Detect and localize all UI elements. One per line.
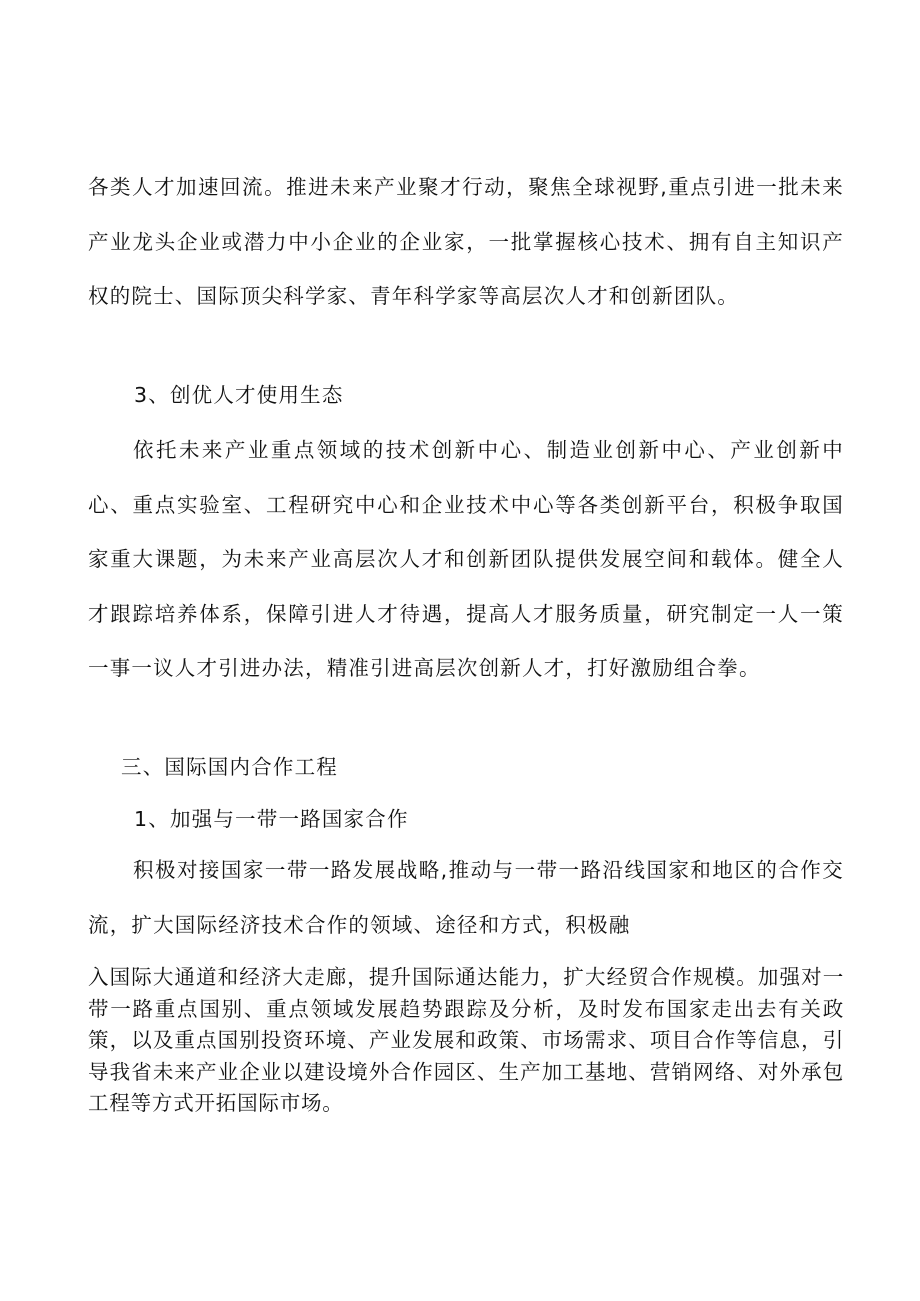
paragraph-talent-ecology: 依托未来产业重点领域的技术创新中心、制造业创新中心、产业创新中心、重点实验室、工程研究中心和企业技术中心等各类创新平台，积极争取国家重大课题，为未来产业高层次人才和创新团队提供发展空间和载体。健全人才跟踪培养体系，保障引进人才待遇，提高人才服务质量，研究制定一人一策一事一议人才引进办法，精准引进高层次创新人才，打好激励组合拳。	[88, 438, 844, 680]
heading-belt-road: 1、加强与一带一路国家合作	[134, 807, 409, 831]
paragraph-belt-road-part-b: 入国际大通道和经济大走廊，提升国际通达能力，扩大经贸合作规模。加强对一带一路重点国别、重点领域发展趋势跟踪及分析，及时发布国家走出去有关政策，以及重点国别投资环境、产业发展和政策、市场需求、项目合作等信息，引导我省未来产业企业以建设境外合作园区、生产加工基地、营销网络、对外承包工程等方式开拓国际市场。	[88, 965, 844, 1115]
heading-international-cooperation: 三、国际国内合作工程	[121, 755, 338, 779]
paragraph-belt-road-part-a: 积极对接国家一带一路发展战略,推动与一带一路沿线国家和地区的合作交流，扩大国际经济技术合作的领域、途径和方式，积极融	[88, 858, 844, 937]
heading-talent-ecology: 3、创优人才使用生态	[134, 383, 344, 407]
paragraph-talent-return: 各类人才加速回流。推进未来产业聚才行动，聚焦全球视野,重点引进一批未来产业龙头企业或潜力中小企业的企业家，一批掌握核心技术、拥有自主知识产权的院士、国际顶尖科学家、青年科学家等高层次人才和创新团队。	[88, 175, 844, 308]
